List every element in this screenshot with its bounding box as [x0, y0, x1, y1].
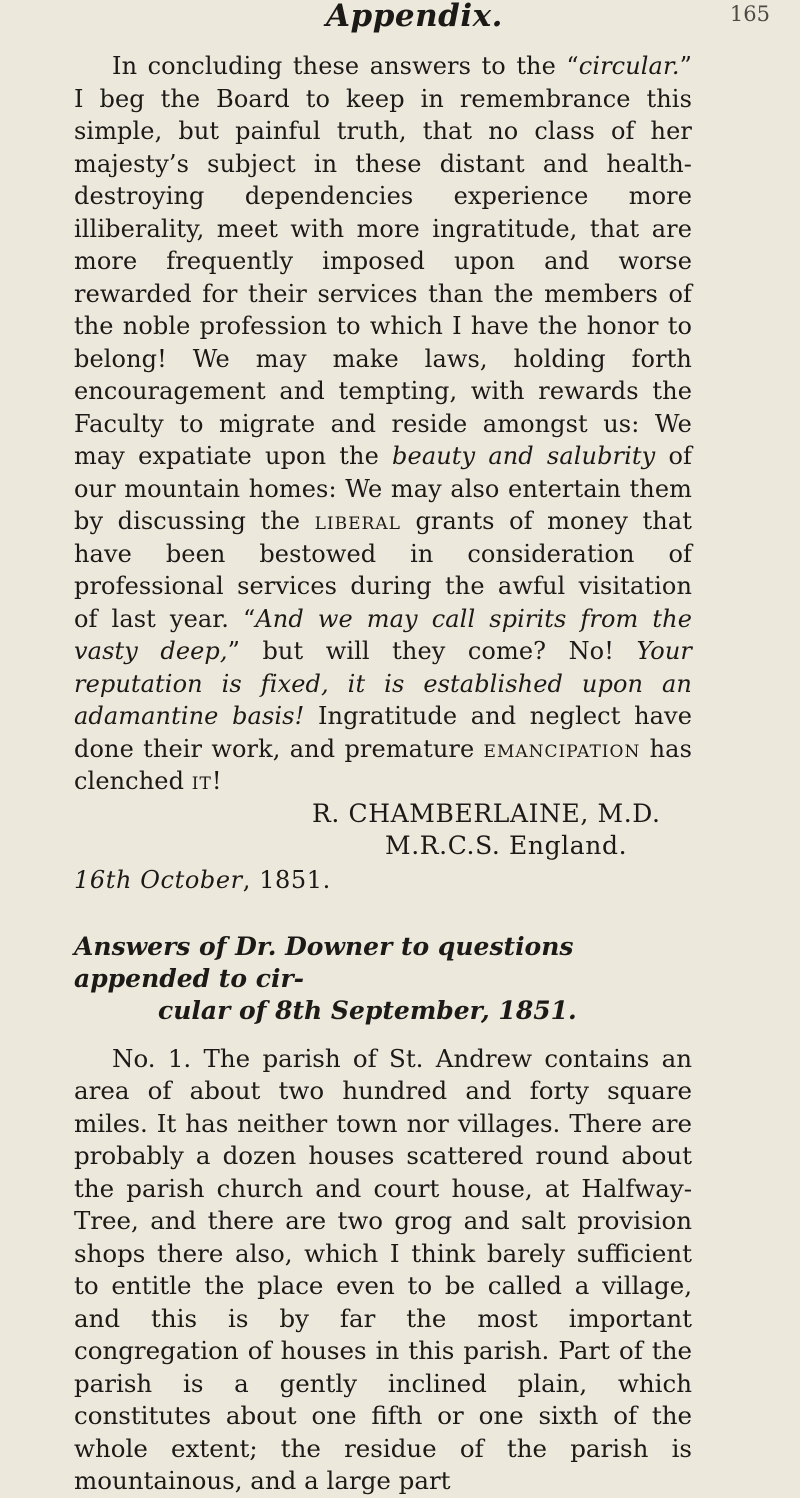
- letter-date-year: , 1851.: [242, 865, 331, 894]
- letter-date-day: 16th October: [74, 865, 243, 894]
- letter-text: Ingratitude and neglect have done their work, and premature: [74, 702, 692, 763]
- running-head: [74, 0, 770, 50]
- letter-paragraph: [74, 50, 692, 798]
- beauty-salubrity-phrase: beauty and salubrity: [392, 442, 656, 470]
- answer-paragraph: No. 1. The parish of St. Andrew contains an area of about two hundred and forty square miles. It has neither town nor villages. There are probably a dozen houses scattered round about the parish church and court house, at Halfway-Tree, and there are two grog and salt provision shops there also, which I think barely sufficient to entitle the place even to be called a village, and this is by far the most important congregation of houses in this parish. Part of the parish is a gently inclined plain, which constitutes about one fifth or one sixth of the whole extent; the residue of the parish is mountainous, and a large part: [74, 1043, 692, 1495]
- it-word: it: [191, 767, 212, 795]
- emancipation-word: emancipation: [483, 734, 641, 763]
- spirits-quote: And we may call spirits from the vasty deep,: [74, 604, 693, 665]
- signatory-qualification: M.R.C.S. England.: [385, 830, 628, 860]
- letter-text: ” I beg the Board to keep in remembrance this simple, but painful truth, that no class of her majesty’s subject in these distant and health-destroying dependencies experience more illiberality, meet with more ingratitude, that are more frequently imposed upon and worse rewarded for their services than the members of the noble profession to which I have the honor to belong! We may make laws, holding forth encouragement and tempting, with rewards the Faculty to migrate and reside amongst us: We may expatiate upon the: [74, 52, 692, 470]
- letter-text: has clenched: [74, 734, 693, 795]
- page-number: 165: [729, 2, 770, 26]
- signatory-name: R. CHAMBERLAINE, M.D.: [312, 798, 661, 828]
- letter-date: [74, 864, 692, 896]
- letter-text: grants of money that have been bestowed in consideration of professional services during the awful visitation of last year. “: [74, 507, 693, 633]
- reputation-phrase: Your reputation is fixed, it is established upon an adamantine basis!: [74, 637, 692, 730]
- section-heading-line-1: Answers of Dr. Downer to questions appended to cir-: [74, 931, 574, 993]
- letter-text: ” but will they come? No!: [227, 637, 614, 665]
- section-heading-line-2: cular of 8th September, 1851.: [158, 995, 577, 1025]
- running-title: Appendix.: [326, 0, 503, 34]
- letter-text: In concluding these answers to the “: [112, 52, 579, 80]
- signature-block: [74, 798, 692, 896]
- liberal-word: liberal: [314, 507, 401, 535]
- section-heading: [74, 931, 692, 1027]
- letter-text: of our mountain homes: We may also entertain them by discussing the: [74, 442, 692, 535]
- circular-word: circular.: [578, 52, 680, 80]
- letter-text: !: [211, 767, 222, 795]
